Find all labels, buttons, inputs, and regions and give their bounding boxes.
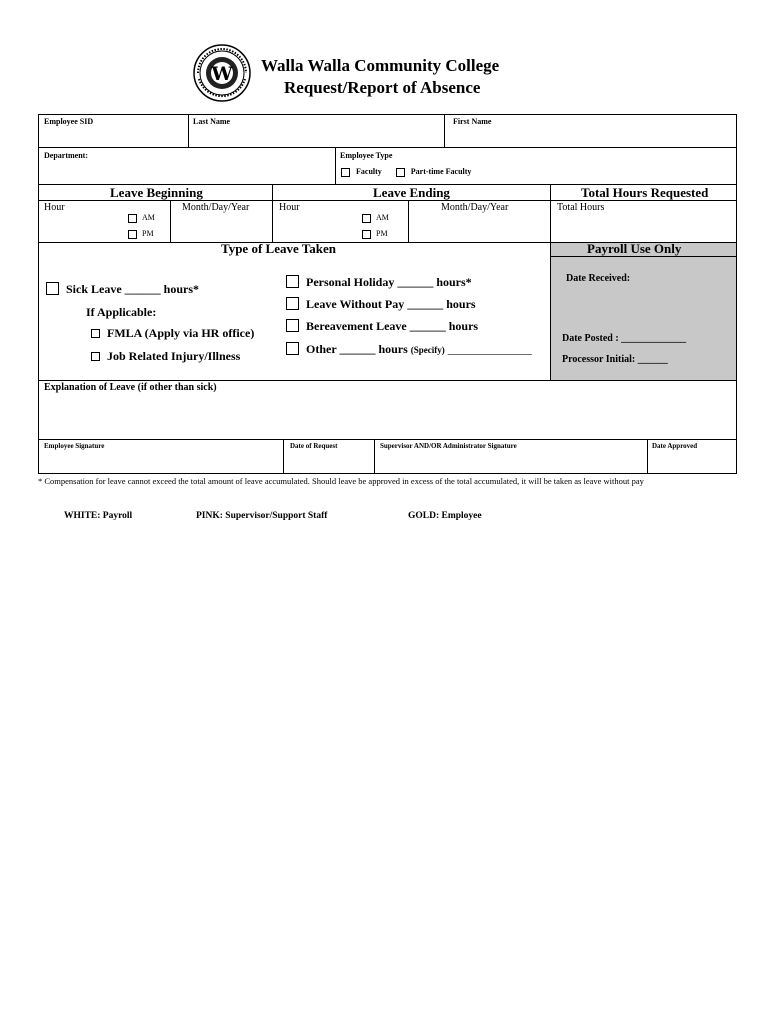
leave-ending-pm-checkbox[interactable] [362, 230, 371, 239]
leave-ending-title: Leave Ending [373, 185, 450, 200]
footnote: * Compensation for leave cannot exceed the total amount of leave accumulated. Should leave be approved in excess of the total accumulated, it will be taken as leave without pay [38, 476, 644, 486]
copy-white: WHITE: Payroll [64, 511, 133, 521]
leave-beginning-date-label: Month/Day/Year [182, 202, 250, 213]
employee-signature-field[interactable] [40, 452, 281, 472]
employee-sid-field[interactable] [40, 128, 186, 146]
fmla-label: FMLA (Apply via HR office) [107, 326, 255, 340]
sick-leave-checkbox[interactable] [46, 282, 59, 295]
leave-without-pay-label: Leave Without Pay ______ hours [306, 297, 476, 311]
employee-signature-label: Employee Signature [44, 442, 105, 450]
first-name-field[interactable] [446, 128, 734, 146]
explanation-field[interactable] [40, 396, 734, 438]
leave-ending-am-label: AM [376, 213, 389, 222]
copy-gold: GOLD: Employee [408, 511, 482, 521]
date-of-request-label: Date of Request [290, 442, 338, 450]
personal-holiday-label: Personal Holiday ______ hours* [306, 275, 472, 289]
sick-leave-label: Sick Leave ______ hours* [66, 282, 200, 296]
part-time-faculty-label: Part-time Faculty [410, 167, 472, 176]
svg-text:W: W [211, 63, 233, 85]
payroll-use-only-title: Payroll Use Only [587, 241, 682, 256]
total-hours-label: Total Hours [557, 202, 605, 213]
bereavement-leave-label: Bereavement Leave ______ hours [306, 319, 479, 333]
form-title: Request/Report of Absence [284, 78, 481, 97]
first-name-label: First Name [453, 117, 492, 126]
employee-type-label: Employee Type [340, 151, 393, 160]
explanation-label: Explanation of Leave (if other than sick) [44, 382, 217, 393]
leave-ending-hour-label: Hour [279, 202, 300, 213]
department-field[interactable] [40, 162, 333, 182]
total-hours-title: Total Hours Requested [581, 185, 709, 200]
leave-ending-date-field[interactable] [410, 215, 548, 240]
date-approved-label: Date Approved [652, 442, 698, 450]
personal-holiday-checkbox[interactable] [286, 275, 299, 288]
leave-beginning-am-checkbox[interactable] [128, 214, 137, 223]
leave-ending-pm-label: PM [376, 229, 388, 238]
leave-beginning-date-field[interactable] [172, 215, 270, 240]
date-posted-label: Date Posted : _____________ [562, 333, 687, 344]
leave-ending-am-checkbox[interactable] [362, 214, 371, 223]
faculty-checkbox[interactable] [341, 168, 350, 177]
date-approved-field[interactable] [649, 452, 735, 472]
date-of-request-field[interactable] [285, 452, 372, 472]
leave-beginning-title: Leave Beginning [110, 185, 203, 200]
leave-without-pay-checkbox[interactable] [286, 297, 299, 310]
processor-initial-label: Processor Initial: ______ [562, 354, 668, 365]
department-label: Department: [44, 151, 88, 160]
last-name-field[interactable] [190, 128, 442, 146]
other-leave-label: Other ______ hours [306, 342, 408, 356]
part-time-faculty-checkbox[interactable] [396, 168, 405, 177]
leave-beginning-pm-label: PM [142, 229, 154, 238]
supervisor-signature-field[interactable] [376, 452, 645, 472]
other-specify-label: (Specify) [410, 345, 445, 355]
bereavement-leave-checkbox[interactable] [286, 319, 299, 332]
job-related-checkbox[interactable] [91, 352, 100, 361]
other-leave-checkbox[interactable] [286, 342, 299, 355]
college-name: Walla Walla Community College [261, 56, 500, 75]
copy-pink: PINK: Supervisor/Support Staff [196, 511, 328, 521]
leave-beginning-am-label: AM [142, 213, 155, 222]
job-related-label: Job Related Injury/Illness [107, 349, 241, 363]
other-specify-line[interactable]: ______________ [447, 342, 532, 356]
if-applicable-label: If Applicable: [86, 305, 157, 319]
date-received-label: Date Received: [566, 273, 631, 284]
leave-beginning-pm-checkbox[interactable] [128, 230, 137, 239]
supervisor-signature-label: Supervisor AND/OR Administrator Signature [380, 442, 517, 450]
faculty-label: Faculty [356, 167, 382, 176]
employee-sid-label: Employee SID [44, 117, 94, 126]
type-of-leave-title: Type of Leave Taken [221, 241, 336, 256]
total-hours-field[interactable] [552, 215, 734, 240]
leave-ending-date-label: Month/Day/Year [441, 202, 509, 213]
college-seal-icon [190, 43, 254, 103]
fmla-checkbox[interactable] [91, 329, 100, 338]
last-name-label: Last Name [193, 117, 231, 126]
leave-beginning-hour-label: Hour [44, 202, 65, 213]
